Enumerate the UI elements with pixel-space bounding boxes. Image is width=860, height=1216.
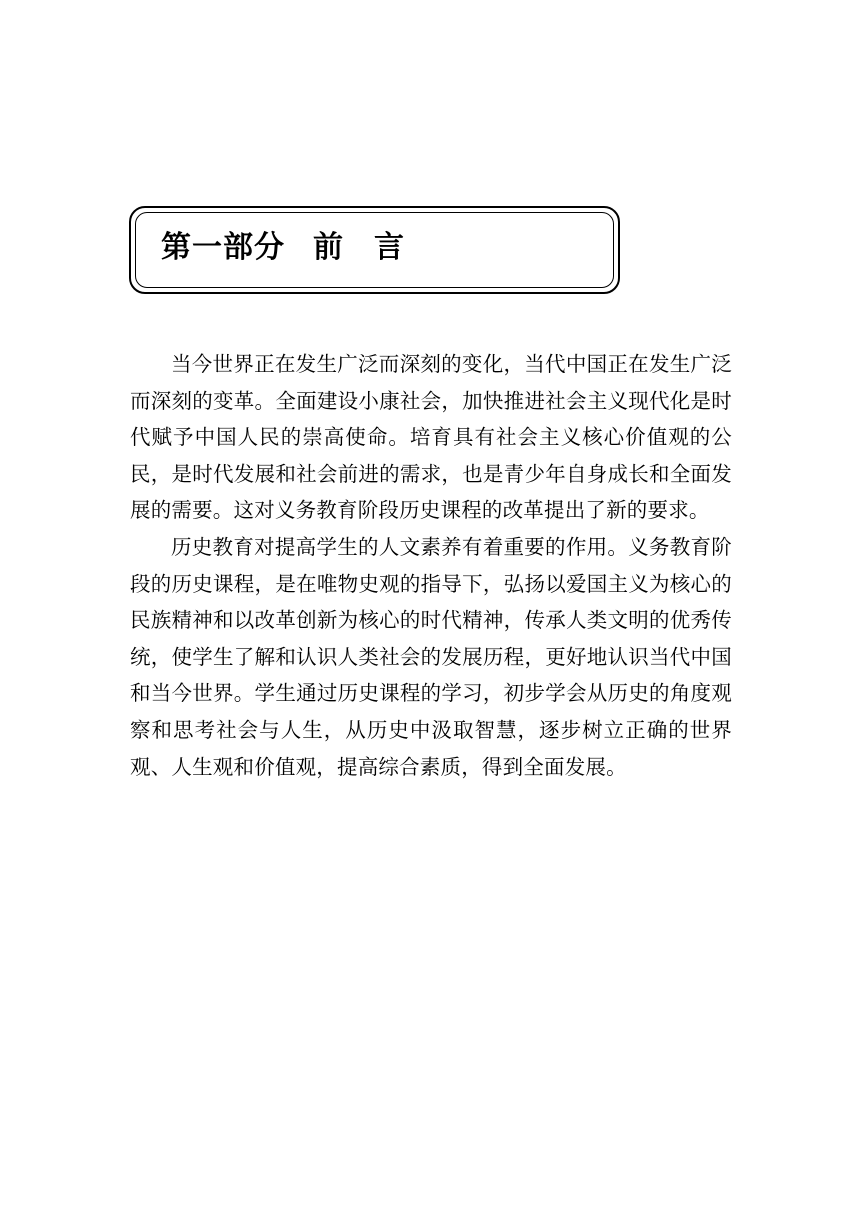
section-heading <box>161 226 405 270</box>
section-title-char-1: 前 <box>313 230 344 265</box>
body-text <box>130 346 732 785</box>
section-title-char-2: 言 <box>374 230 405 265</box>
section-heading-box <box>129 206 620 294</box>
paragraph-2: 历史教育对提高学生的人文素养有着重要的作用。义务教育阶段的历史课程，是在唯物史观的指导下，弘扬以爱国主义为核心的民族精神和以改革创新为核心的时代精神，传承人类文明的优秀传统，使学生了解和认识人类社会的发展历程，更好地认识当代中国和当今世界。学生通过历史课程的学习，初步学会从历史的角度观察和思考社会与人生，从历史中汲取智慧，逐步树立正确的世界观、人生观和价值观，提高综合素质，得到全面发展。 <box>130 534 732 779</box>
paragraph-1: 当今世界正在发生广泛而深刻的变化，当代中国正在发生广泛而深刻的变革。全面建设小康社会，加快推进社会主义现代化是时代赋予中国人民的崇高使命。培育具有社会主义核心价值观的公民，是时代发展和社会前进的需求，也是青少年自身成长和全面发展的需要。这对义务教育阶段历史课程的改革提出了新的要求。 <box>130 352 732 523</box>
section-part-label: 第一部分 <box>161 230 285 265</box>
